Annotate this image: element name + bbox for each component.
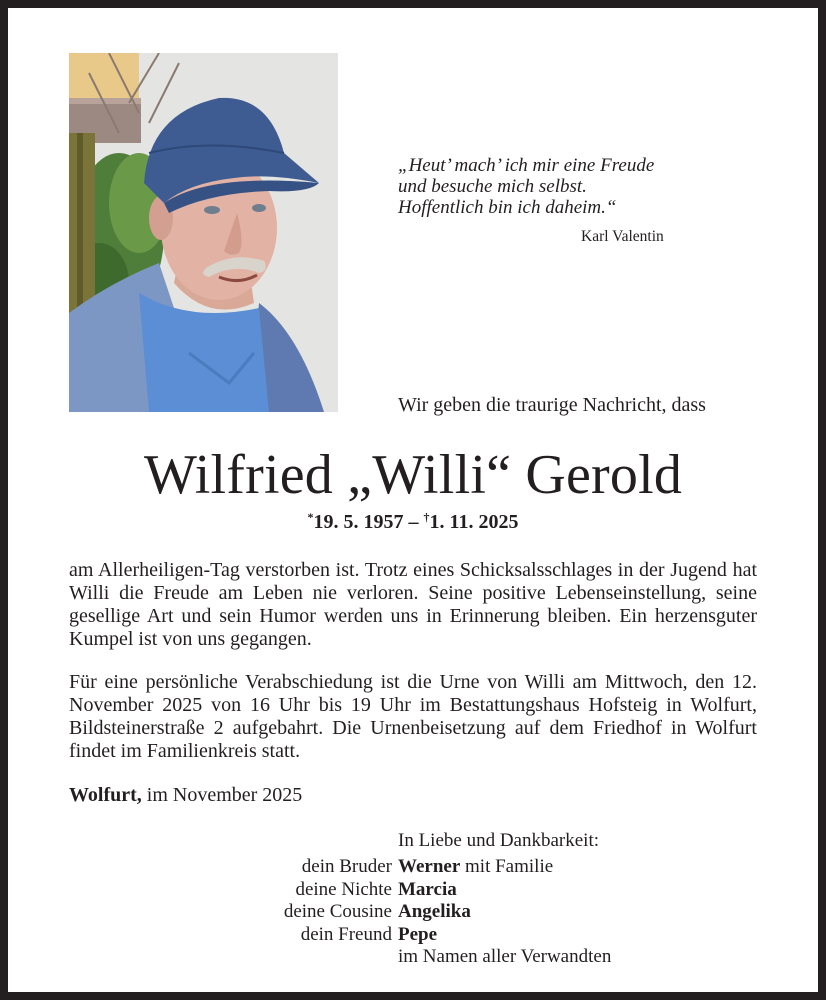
place-date: im November 2025 [141,784,303,806]
obituary-notice [8,8,818,992]
life-dates [8,510,818,534]
mourner-relation: dein Freund [300,923,392,945]
mourner-name: Marcia [398,878,457,900]
paragraph-farewell-details: Für eine persönliche Verabschiedung ist die Urne von Willi am Mittwoch, den 12. November 2025 von 16 Uhr bis 19 Uhr im Bestattungshaus Hofsteig in Wolfurt, Bildsteinerstraße 2 aufgebahrt. Die Urnenbeisetzung auf dem Friedhof in Wolfurt findet im Familienkreis statt. [69,671,757,762]
intro-text: Wir geben die traurige Nachricht, dass [398,394,706,416]
thanks-header: In Liebe und Dankbarkeit: [398,830,600,851]
death-cross-icon: † [423,510,430,524]
mourner-row [8,924,818,947]
deceased-name: Wilfried „Willi“ Gerold [143,444,683,506]
mourner-relation: deine Cousine [283,901,392,922]
birth-date: 19. 5. 1957 [313,511,404,533]
date-separator: – [403,511,424,533]
mourner-row [8,856,818,879]
quote-author: Karl Valentin [581,228,664,245]
birth-star-icon: * [307,510,314,524]
death-date: 1. 11. 2025 [429,511,519,533]
mourner-relation [8,946,398,969]
mourner-suffix: im Namen aller Verwandten [398,946,612,967]
place-city: Wolfurt, [69,784,142,806]
mourner-name: Werner [398,856,461,877]
mourner-name: Angelika [398,901,471,922]
mourner-name: Pepe [398,923,438,945]
paragraph-tribute: am Allerheiligen-Tag verstorben ist. Trotz eines Schicksalsschlages in der Jugend hat Willi die Freude am Leben nie verloren. Seine positive Lebenseinstellung, seine gesellige Art und sein Humor werden uns in Erinnerung bleiben. Ein herzensguter Kumpel ist von uns gegangen. [69,559,757,650]
quote-line: und besuche mich selbst. [398,176,587,197]
mourner-suffix: mit Familie [460,856,554,877]
quote [398,155,698,218]
portrait-photo [69,53,338,412]
mourner-row [8,901,818,924]
place-and-date [69,784,302,807]
mourners-list [8,856,818,969]
mourner-row [8,946,818,969]
mourner-relation: deine Nichte [295,878,392,900]
mourner-row [8,879,818,902]
quote-line: „Heut’ mach’ ich mir eine Freude [398,155,655,176]
mourner-relation: dein Bruder [301,856,392,877]
quote-line: Hoffentlich bin ich daheim.“ [398,197,617,218]
